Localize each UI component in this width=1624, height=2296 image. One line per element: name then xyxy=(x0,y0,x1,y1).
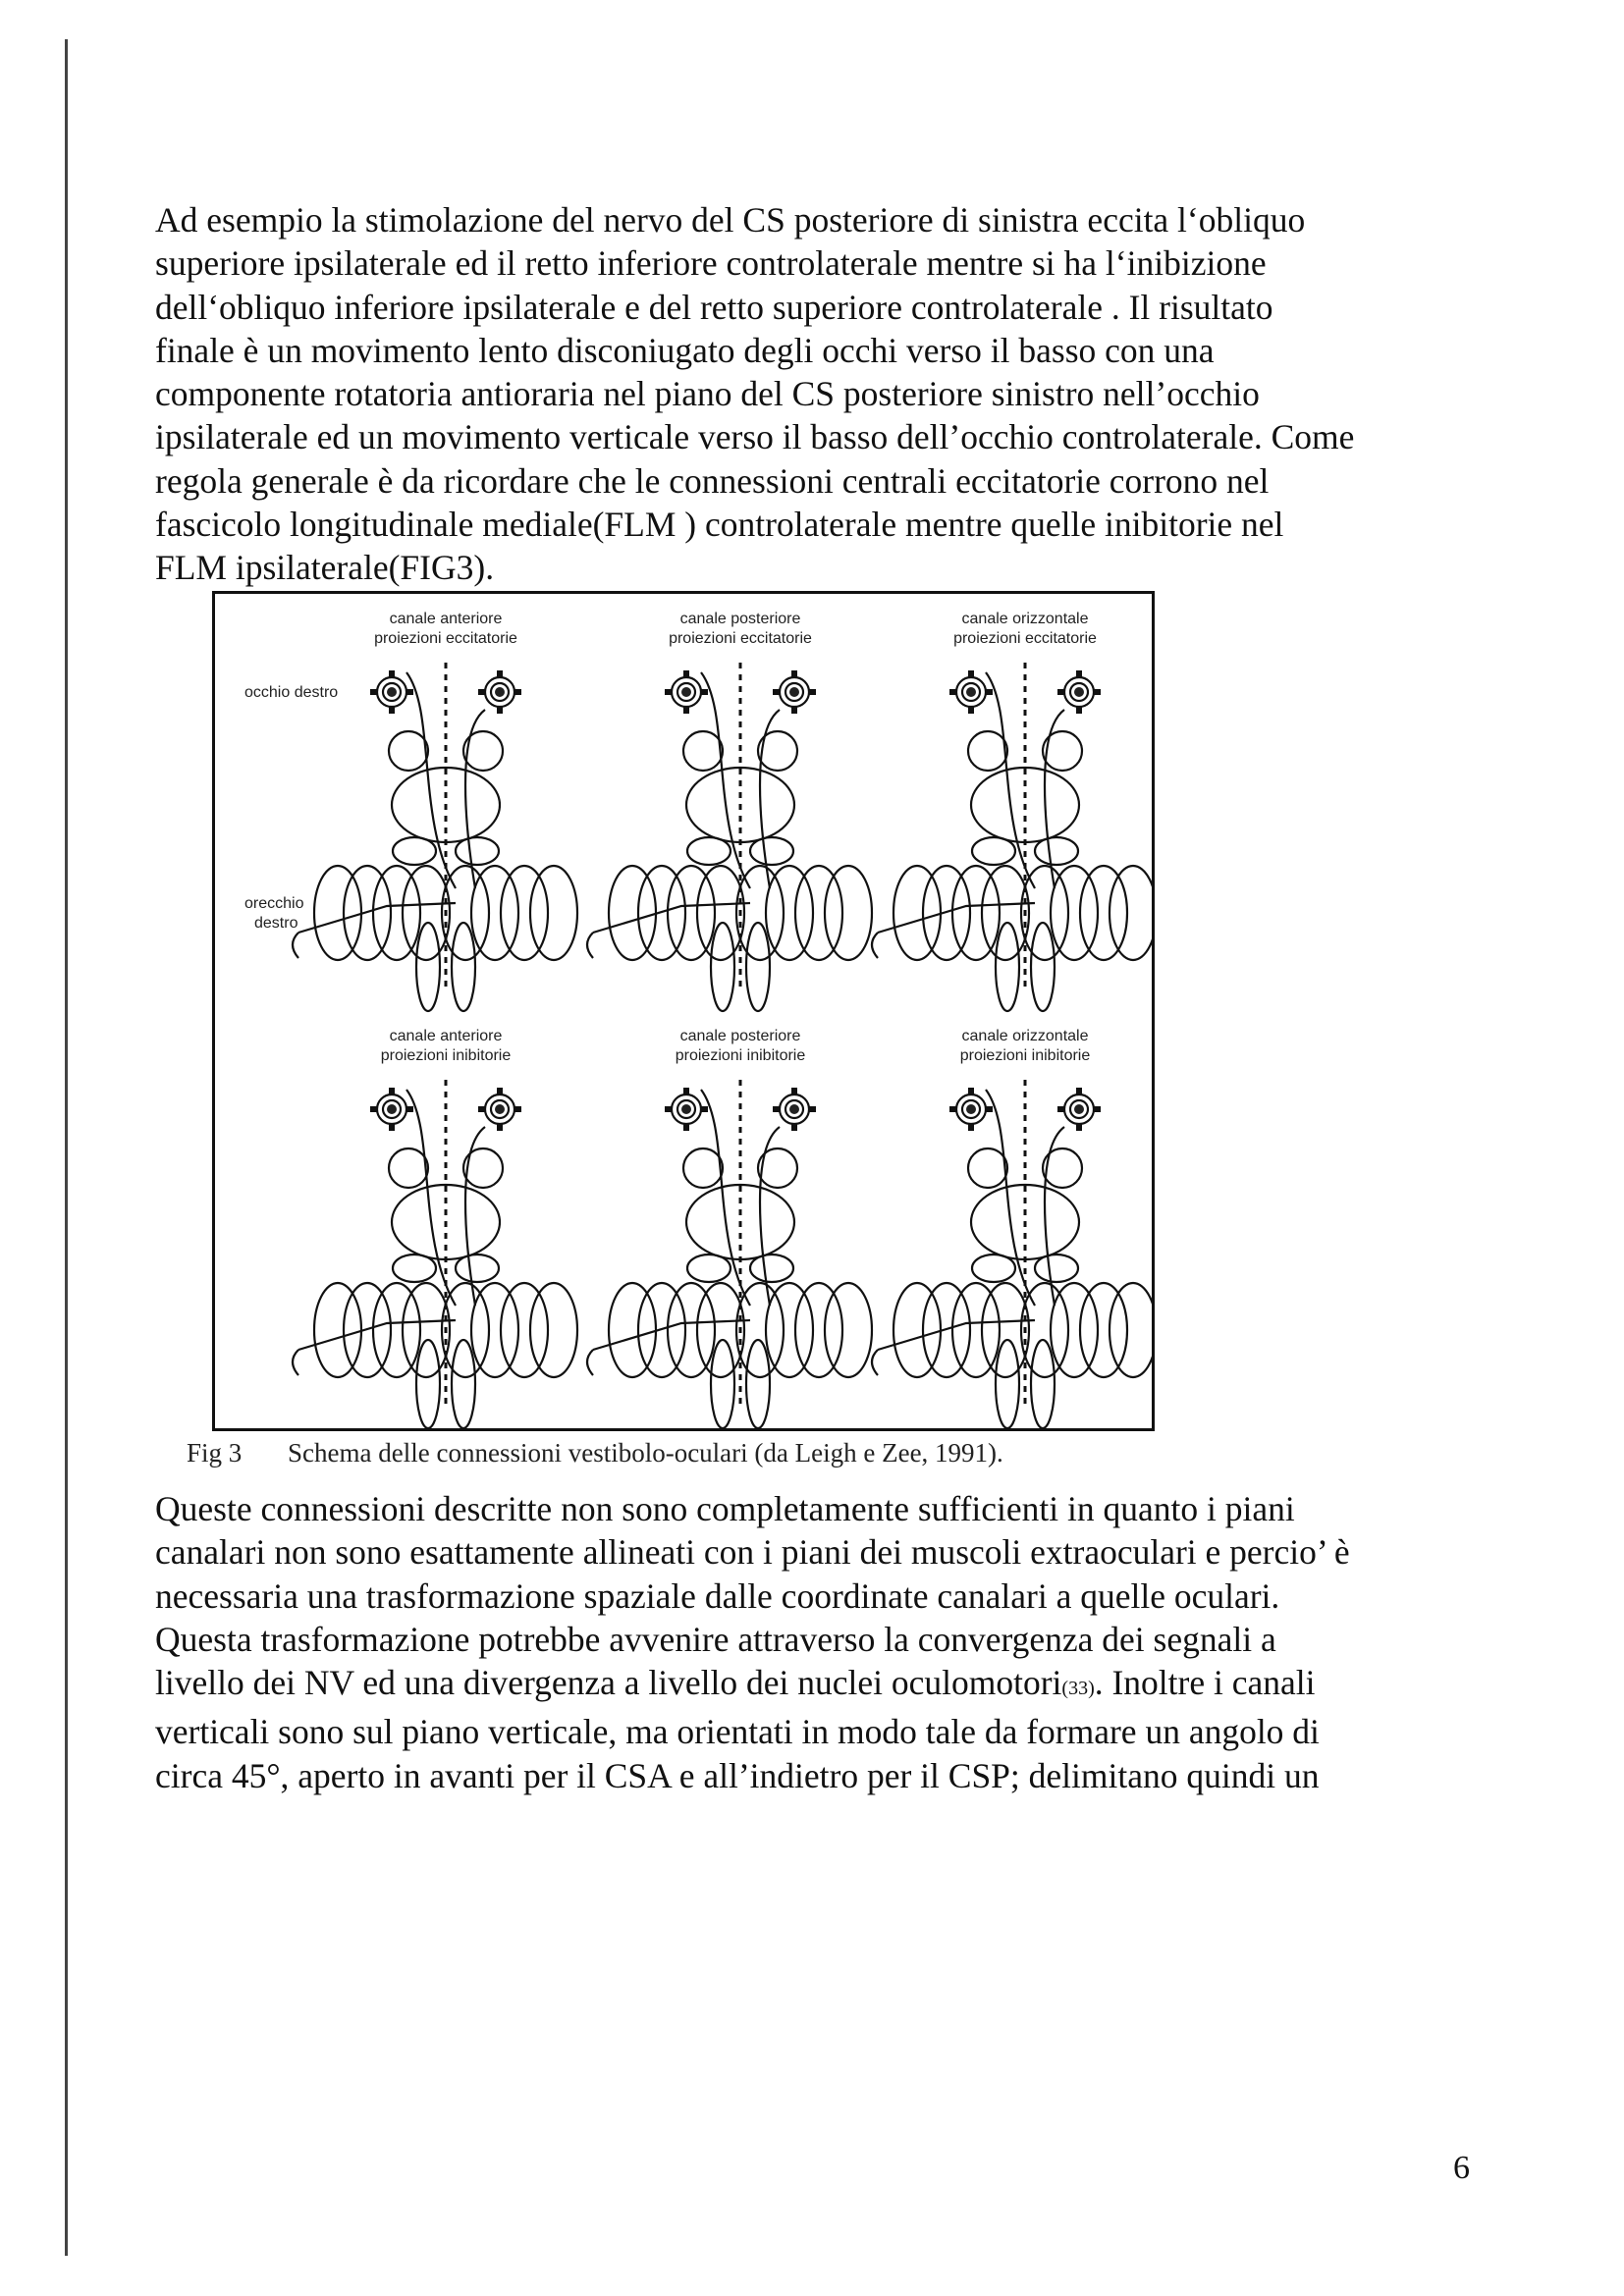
eye-icon xyxy=(949,670,993,714)
panel-title: canale orizzontale xyxy=(961,611,1089,627)
eye-icon xyxy=(665,670,708,714)
text-line: ipsilaterale ed un movimento verticale verso il basso dell’occhio controlaterale. Come xyxy=(155,417,1355,457)
brainstem-lobe xyxy=(1080,866,1127,960)
panel-subtitle: proiezioni inibitorie xyxy=(380,1047,512,1064)
eye-icon xyxy=(370,670,413,714)
brainstem-lobe xyxy=(530,1283,577,1377)
panel-title: canale posteriore xyxy=(679,611,801,627)
citation-ref: (33) xyxy=(1061,1678,1095,1700)
panel-subtitle: proiezioni eccitatorie xyxy=(669,630,812,647)
nucleus-circle xyxy=(683,1148,723,1188)
brainstem-lobe xyxy=(711,1340,734,1428)
brainstem-lobe xyxy=(996,923,1019,1011)
brainstem-lobe xyxy=(825,866,872,960)
canal-icon xyxy=(293,933,298,958)
eye-pupil xyxy=(966,687,976,697)
brainstem-lobe xyxy=(452,1340,475,1428)
nucleus-ellipse xyxy=(972,837,1015,865)
brainstem-lobe xyxy=(893,1283,941,1377)
paragraph-intro xyxy=(155,198,1490,590)
diagram-panel xyxy=(293,611,577,1011)
brainstem-lobe xyxy=(746,923,770,1011)
brainstem-lobe xyxy=(996,1340,1019,1428)
text-line: componente rotatoria antioraria nel piano del CS posteriore sinistro nell’occhio xyxy=(155,374,1260,414)
text-segment: . Inoltre i canali xyxy=(1094,1663,1316,1703)
panel-subtitle: proiezioni eccitatorie xyxy=(953,630,1097,647)
brainstem-lobe xyxy=(893,866,941,960)
label-right-ear: destro xyxy=(254,915,298,932)
nucleus-ellipse xyxy=(750,1255,793,1282)
brainstem-lobe xyxy=(501,866,548,960)
brainstem-lobe xyxy=(668,866,715,960)
nerve-pathway xyxy=(298,1320,456,1350)
diagram-panel xyxy=(872,1028,1152,1428)
canal-icon xyxy=(587,933,593,958)
brainstem-lobe xyxy=(1110,1283,1152,1377)
canal-icon xyxy=(587,1350,593,1375)
panel-title: canale anteriore xyxy=(389,611,503,627)
text-line: dell‘obliquo inferiore ipsilaterale e del retto superiore controlaterale . Il risultato xyxy=(155,287,1273,327)
diagram-panel xyxy=(587,1028,872,1428)
text-line xyxy=(155,1661,1490,1710)
nucleus-ellipse xyxy=(972,1255,1015,1282)
nucleus-ellipse xyxy=(393,837,436,865)
canal-icon xyxy=(872,933,878,958)
brainstem-lobe xyxy=(668,1283,715,1377)
eye-pupil xyxy=(966,1104,976,1114)
text-line: canalari non sono esattamente allineati con i piani dei muscoli extraoculari e percio’ è xyxy=(155,1532,1350,1573)
panel-subtitle: proiezioni eccitatorie xyxy=(374,630,517,647)
eye-icon xyxy=(665,1088,708,1131)
panel-subtitle: proiezioni inibitorie xyxy=(959,1047,1091,1064)
nucleus-ellipse xyxy=(456,837,499,865)
eye-pupil xyxy=(789,1104,799,1114)
eye-icon xyxy=(773,670,816,714)
brainstem-lobe xyxy=(1031,1340,1055,1428)
brainstem-lobe xyxy=(452,923,475,1011)
nucleus-circle xyxy=(968,1148,1007,1188)
brainstem-lobe xyxy=(1080,1283,1127,1377)
eye-icon xyxy=(773,1088,816,1131)
projection-pathway xyxy=(701,672,750,888)
brainstem-lobe xyxy=(746,1340,770,1428)
eye-pupil xyxy=(387,1104,397,1114)
eye-pupil xyxy=(387,687,397,697)
projection-pathway xyxy=(406,1090,456,1306)
text-line: superiore ipsilaterale ed il retto inferiore controlaterale mentre si ha l‘inibizione xyxy=(155,243,1267,284)
nucleus-ellipse xyxy=(1035,837,1078,865)
nerve-pathway xyxy=(593,1320,750,1350)
label-right-eye: occhio destro xyxy=(244,684,339,701)
text-line: regola generale è da ricordare che le connessioni centrali eccitatorie corrono nel xyxy=(155,460,1270,501)
text-line: finale è un movimento lento disconiugato degli occhi verso il basso con una xyxy=(155,330,1215,370)
brainstem-lobe xyxy=(795,1283,842,1377)
text-line: Ad esempio la stimolazione del nervo del CS posteriore di sinistra eccita l‘obliquo xyxy=(155,200,1306,240)
figure-caption-text: Schema delle connessioni vestibolo-oculari (da Leigh e Zee, 1991). xyxy=(288,1438,1003,1468)
brainstem-lobe xyxy=(795,866,842,960)
eye-pupil xyxy=(789,687,799,697)
brainstem-lobe xyxy=(825,1283,872,1377)
nucleus-circle xyxy=(389,731,428,771)
eye-icon xyxy=(370,1088,413,1131)
eye-pupil xyxy=(1074,687,1084,697)
nucleus-ellipse xyxy=(687,1255,731,1282)
nucleus-circle xyxy=(389,1148,428,1188)
text-line: verticali sono sul piano verticale, ma orientati in modo tale da formare un angolo di xyxy=(155,1712,1320,1752)
brainstem-lobe xyxy=(609,866,656,960)
brainstem-lobe xyxy=(530,866,577,960)
eye-pupil xyxy=(495,687,505,697)
diagram-panel xyxy=(587,611,872,1011)
text-line: Questa trasformazione potrebbe avvenire attraverso la convergenza dei segnali a xyxy=(155,1619,1276,1659)
eye-pupil xyxy=(495,1104,505,1114)
text-line: fascicolo longitudinale mediale(FLM ) controlaterale mentre quelle inibitorie nel xyxy=(155,505,1284,545)
brainstem-lobe xyxy=(952,1283,1000,1377)
panel-title: canale anteriore xyxy=(389,1028,503,1044)
page-number: 6 xyxy=(1453,2150,1470,2186)
nucleus-ellipse xyxy=(456,1255,499,1282)
eye-icon xyxy=(478,670,521,714)
panel-subtitle: proiezioni inibitorie xyxy=(675,1047,806,1064)
brainstem-lobe xyxy=(1031,923,1055,1011)
brainstem-lobe xyxy=(416,923,440,1011)
brainstem-lobe xyxy=(416,1340,440,1428)
nerve-pathway xyxy=(298,903,456,933)
nucleus-ellipse xyxy=(687,837,731,865)
figure-number: Fig 3 xyxy=(187,1438,243,1468)
brainstem-lobe xyxy=(766,866,813,960)
eye-icon xyxy=(949,1088,993,1131)
brainstem-lobe xyxy=(609,1283,656,1377)
diagram-panel xyxy=(293,1028,577,1428)
nucleus-circle xyxy=(683,731,723,771)
brainstem-lobe xyxy=(1051,866,1098,960)
nerve-pathway xyxy=(593,903,750,933)
brainstem-lobe xyxy=(471,1283,518,1377)
panel-title: canale posteriore xyxy=(679,1028,801,1044)
eye-icon xyxy=(478,1088,521,1131)
nucleus-circle xyxy=(968,731,1007,771)
diagram-panel xyxy=(872,611,1152,1011)
text-segment: livello dei NV ed una divergenza a livello dei nuclei oculomotori xyxy=(155,1663,1062,1703)
eye-pupil xyxy=(1074,1104,1084,1114)
vestibulo-ocular-diagram xyxy=(215,594,1152,1428)
text-line: Queste connessioni descritte non sono completamente sufficienti in quanto i piani xyxy=(155,1489,1295,1528)
figure-caption xyxy=(187,1438,1003,1468)
canal-icon xyxy=(293,1350,298,1375)
eye-pupil xyxy=(681,687,691,697)
projection-pathway xyxy=(701,1090,750,1306)
brainstem-lobe xyxy=(314,866,361,960)
brainstem-lobe xyxy=(471,866,518,960)
figure-3-diagram xyxy=(212,591,1155,1431)
paragraph-transformation xyxy=(155,1487,1490,1797)
canal-icon xyxy=(872,1350,878,1375)
brainstem-lobe xyxy=(711,923,734,1011)
projection-pathway xyxy=(986,672,1035,888)
nerve-pathway xyxy=(878,1320,1035,1350)
eye-icon xyxy=(1057,670,1101,714)
text-line: FLM ipsilaterale(FIG3). xyxy=(155,548,495,588)
nerve-pathway xyxy=(878,903,1035,933)
eye-pupil xyxy=(681,1104,691,1114)
brainstem-lobe xyxy=(501,1283,548,1377)
label-right-ear: orecchio xyxy=(244,895,304,912)
nucleus-ellipse xyxy=(750,837,793,865)
brainstem-lobe xyxy=(1051,1283,1098,1377)
brainstem-lobe xyxy=(952,866,1000,960)
nucleus-ellipse xyxy=(393,1255,436,1282)
brainstem-lobe xyxy=(373,866,420,960)
projection-pathway xyxy=(986,1090,1035,1306)
brainstem-lobe xyxy=(314,1283,361,1377)
brainstem-lobe xyxy=(1110,866,1152,960)
panel-title: canale orizzontale xyxy=(961,1028,1089,1044)
brainstem-lobe xyxy=(766,1283,813,1377)
brainstem-lobe xyxy=(373,1283,420,1377)
eye-icon xyxy=(1057,1088,1101,1131)
projection-pathway xyxy=(406,672,456,888)
nucleus-ellipse xyxy=(1035,1255,1078,1282)
text-line: necessaria una trasformazione spaziale dalle coordinate canalari a quelle oculari. xyxy=(155,1575,1280,1616)
left-margin-rule xyxy=(65,39,68,2256)
text-line: circa 45°, aperto in avanti per il CSA e all’indietro per il CSP; delimitano quindi un xyxy=(155,1755,1320,1795)
